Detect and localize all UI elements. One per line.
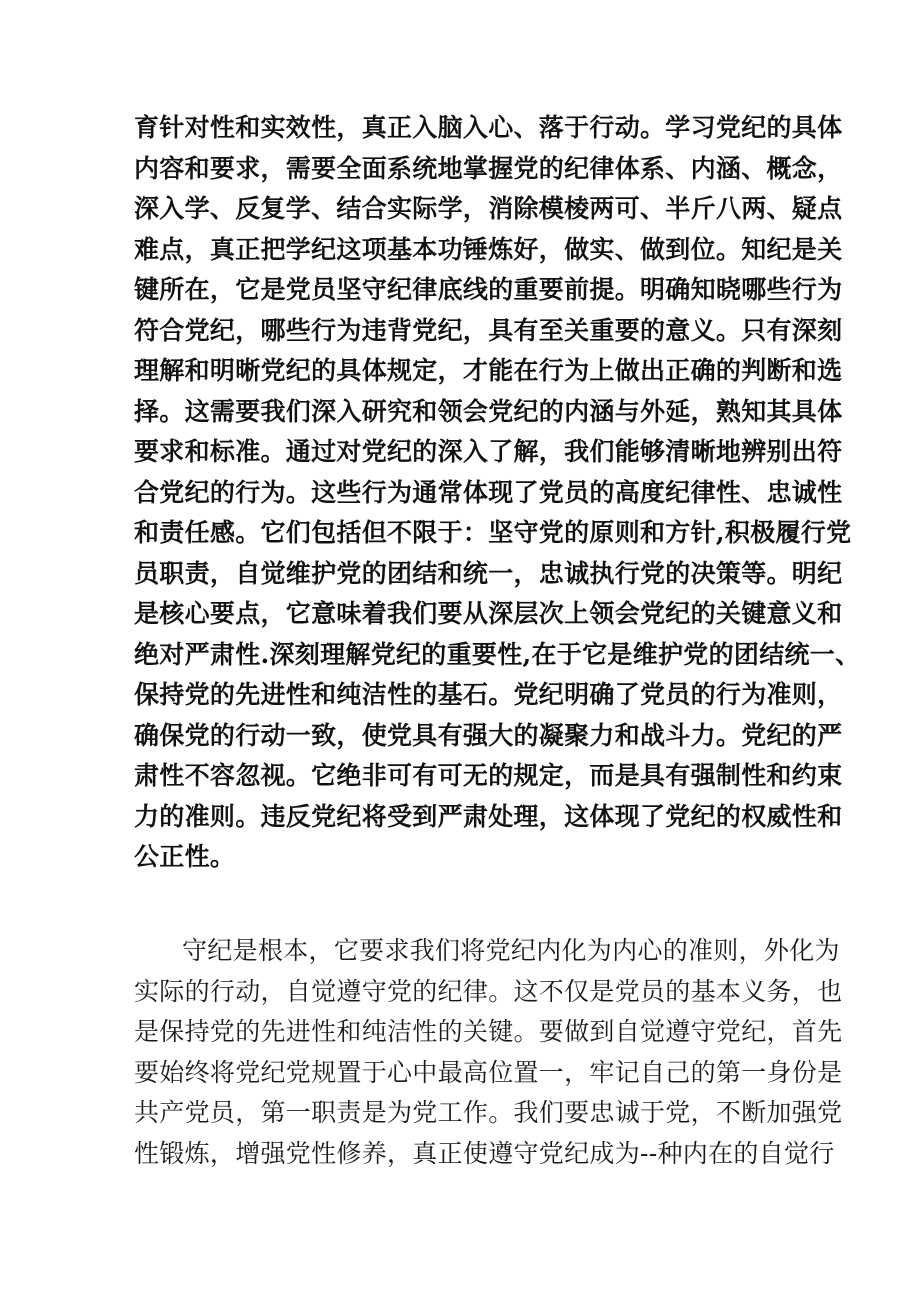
paragraph-line: 实际的行动，自觉遵守党的纪律。这不仅是党员的基本义务，也	[134, 976, 843, 1006]
paragraph-line: 保持党的先进性和纯洁性的基石。党纪明确了党员的行为准则，	[134, 680, 843, 709]
paragraph-line: 内容和要求，需要全面系统地掌握党的纪律体系、内涵、概念，	[134, 153, 843, 183]
paragraph-line: 是保持党的先进性和纯洁性的关键。要做到自觉遵守党纪，首先	[134, 1017, 843, 1046]
paragraph-2	[134, 931, 843, 1174]
paragraph-line: 力的准则。违反党纪将受到严肃处理，这体现了党纪的权威性和	[134, 801, 843, 831]
paragraph-line: 要始终将党纪党规置于心中最高位置一，牢记自己的第一身份是	[134, 1057, 843, 1087]
paragraph-line: 肃性不容忽视。它绝非可有可无的规定，而是具有强制性和约束	[134, 761, 843, 790]
paragraph-line: 符合党纪，哪些行为违背党纪，具有至关重要的意义。只有深刻	[134, 315, 843, 345]
paragraph-line: 键所在，它是党员坚守纪律底线的重要前提。明确知晓哪些行为	[134, 275, 843, 304]
paragraph-line: 是核心要点，它意味着我们要从深层次上领会党纪的关键意义和	[134, 599, 843, 628]
paragraph-line: 择。这需要我们深入研究和领会党纪的内涵与外延，熟知其具体	[134, 396, 843, 426]
paragraph-line: 守纪是根本，它要求我们将党纪内化为内心的准则，外化为	[182, 936, 840, 965]
paragraph-line: 和责任感。它们包括但不限于：坚守党的原则和方针,积极履行党	[134, 518, 852, 547]
paragraph-line: 合党纪的行为。这些行为通常体现了党员的高度纪律性、忠诚性	[134, 477, 843, 507]
paragraph-line: 深入学、反复学、结合实际学，消除模棱两可、半斤八两、疑点	[134, 194, 843, 223]
paragraph-line: 共产党员，第一职责是为党工作。我们要忠诚于党，不断加强党	[134, 1098, 843, 1127]
paragraph-line: 员职责，自觉维护党的团结和统一，忠诚执行党的决策等。明纪	[134, 558, 843, 588]
paragraph-line: 公正性。	[134, 842, 236, 871]
paragraph-line: 要求和标准。通过对党纪的深入了解，我们能够清晰地辨别出符	[134, 437, 843, 466]
paragraph-line: 确保党的行动一致，使党具有强大的凝聚力和战斗力。党纪的严	[134, 720, 843, 750]
paragraph-line: 难点，真正把学纪这项基本功锤炼好，做实、做到位。知纪是关	[134, 234, 843, 264]
paragraph-1	[134, 108, 861, 878]
paragraph-line: 绝对严肃性.深刻理解党纪的重要性,在于它是维护党的团结统一、	[134, 639, 861, 669]
paragraph-line: 育针对性和实效性，真正入脑入心、落于行动。学习党纪的具体	[134, 113, 843, 142]
paragraph-line: 理解和明晰党纪的具体规定，才能在行为上做出正确的判断和选	[134, 356, 843, 385]
paragraph-line: 性锻炼，增强党性修养，真正使遵守党纪成为--种内在的自觉行	[134, 1138, 835, 1168]
